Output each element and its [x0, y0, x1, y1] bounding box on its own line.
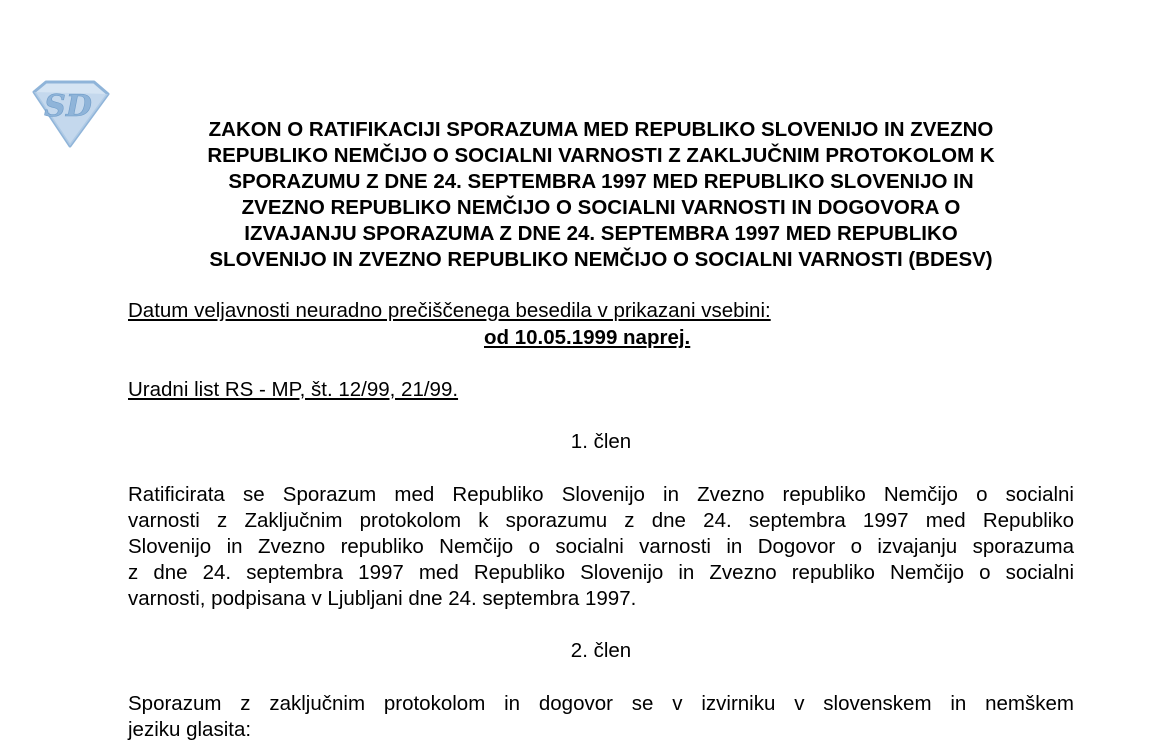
title-line: REPUBLIKO NEMČIJO O SOCIALNI VARNOSTI Z ZAKLJUČNIM PROTOKOLOM K — [207, 144, 995, 167]
paragraph-line: Ratificirata se Sporazum med Republiko Slovenijo in Zvezno republiko Nemčijo o socialni — [128, 483, 1074, 506]
paragraph-line: varnosti, podpisana v Ljubljani dne 24. septembra 1997. — [128, 587, 637, 610]
title-line: SPORAZUMU Z DNE 24. SEPTEMBRA 1997 MED REPUBLIKO SLOVENIJO IN — [228, 170, 974, 193]
sd-diamond-logo-icon — [28, 78, 112, 150]
title-line: IZVAJANJU SPORAZUMA Z DNE 24. SEPTEMBRA 1997 MED REPUBLIKO — [244, 222, 958, 245]
svg-text:SD: SD — [44, 89, 92, 124]
paragraph-line: Sporazum z zaključnim protokolom in dogovor se v izvirniku v slovenskem in nemškem — [128, 692, 1074, 715]
article-2-paragraph — [128, 691, 1074, 743]
paragraph-line: varnosti z Zaključnim protokolom k sporazumu z dne 24. septembra 1997 med Republiko — [128, 509, 1074, 532]
validity-label: Datum veljavnosti neuradno prečiščenega besedila v prikazani vsebini: — [128, 299, 771, 322]
document-title — [128, 117, 1074, 273]
title-line: ZVEZNO REPUBLIKO NEMČIJO O SOCIALNI VARNOSTI IN DOGOVORA O — [241, 196, 961, 219]
title-line: SLOVENIJO IN ZVEZNO REPUBLIKO NEMČIJO O SOCIALNI VARNOSTI (BDESV) — [209, 248, 993, 271]
paragraph-line: z dne 24. septembra 1997 med Republiko Slovenijo in Zvezno republiko Nemčijo o socialni — [128, 561, 1074, 584]
article-1-heading: 1. člen — [570, 430, 632, 453]
official-gazette-reference: Uradni list RS - MP, št. 12/99, 21/99. — [128, 378, 459, 401]
validity-date: od 10.05.1999 naprej. — [484, 326, 691, 349]
paragraph-line: Slovenijo in Zvezno republiko Nemčijo o socialni varnosti in Dogovor o izvajanju sporazuma — [128, 535, 1074, 558]
paragraph-line: jeziku glasita: — [128, 718, 252, 741]
title-line: ZAKON O RATIFIKACIJI SPORAZUMA MED REPUBLIKO SLOVENIJO IN ZVEZNO — [208, 118, 994, 141]
article-1-paragraph — [128, 482, 1074, 612]
article-2-heading: 2. člen — [570, 639, 632, 662]
